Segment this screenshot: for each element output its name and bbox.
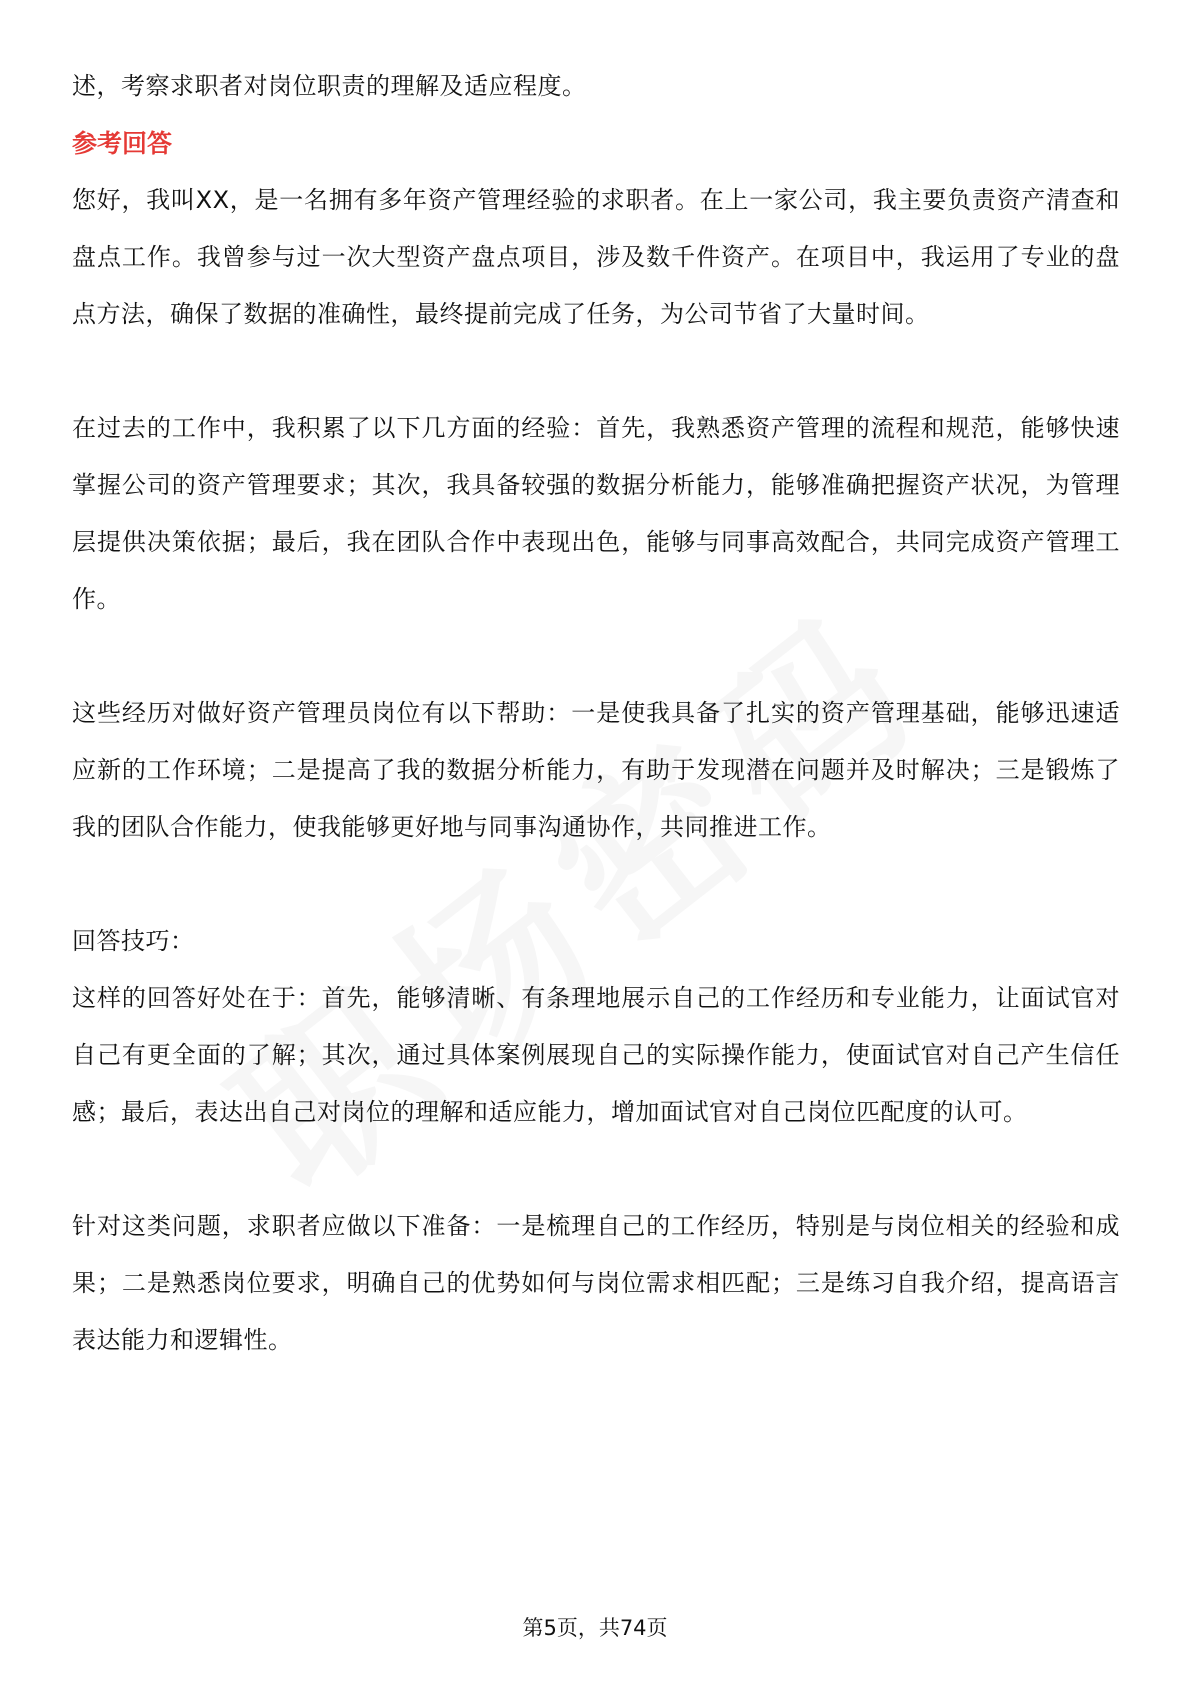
document-body xyxy=(72,58,1120,1369)
answer-paragraph-1: 您好，我叫XX，是一名拥有多年资产管理经验的求职者。在上一家公司，我主要负责资产清查和盘点工作。我曾参与过一次大型资产盘点项目，涉及数千件资产。在项目中，我运用了专业的盘点方法，确保了数据的准确性，最终提前完成了任务，为公司节省了大量时间。 xyxy=(72,186,1120,328)
intro-line: 述，考察求职者对岗位职责的理解及适应程度。 xyxy=(72,72,587,100)
tips-paragraph-1: 这样的回答好处在于：首先，能够清晰、有条理地展示自己的工作经历和专业能力，让面试官对自己有更全面的了解；其次，通过具体案例展现自己的实际操作能力，使面试官对自己产生信任感；最后，表达出自己对岗位的理解和适应能力，增加面试官对自己岗位匹配度的认可。 xyxy=(72,984,1120,1126)
tips-paragraph-2: 针对这类问题，求职者应做以下准备：一是梳理自己的工作经历，特别是与岗位相关的经验和成果；二是熟悉岗位要求，明确自己的优势如何与岗位需求相匹配；三是练习自我介绍，提高语言表达能力和逻辑性。 xyxy=(72,1212,1120,1354)
answer-heading: 参考回答 xyxy=(72,129,173,158)
tips-heading: 回答技巧： xyxy=(72,927,195,955)
page-footer: 第5页，共74页 xyxy=(522,1616,668,1640)
answer-paragraph-2: 在过去的工作中，我积累了以下几方面的经验：首先，我熟悉资产管理的流程和规范，能够快速掌握公司的资产管理要求；其次，我具备较强的数据分析能力，能够准确把握资产状况，为管理层提供决策依据；最后，我在团队合作中表现出色，能够与同事高效配合，共同完成资产管理工作。 xyxy=(72,414,1120,613)
answer-paragraph-3: 这些经历对做好资产管理员岗位有以下帮助：一是使我具备了扎实的资产管理基础，能够迅速适应新的工作环境；二是提高了我的数据分析能力，有助于发现潜在问题并及时解决；三是锻炼了我的团队合作能力，使我能够更好地与同事沟通协作，共同推进工作。 xyxy=(72,699,1120,841)
